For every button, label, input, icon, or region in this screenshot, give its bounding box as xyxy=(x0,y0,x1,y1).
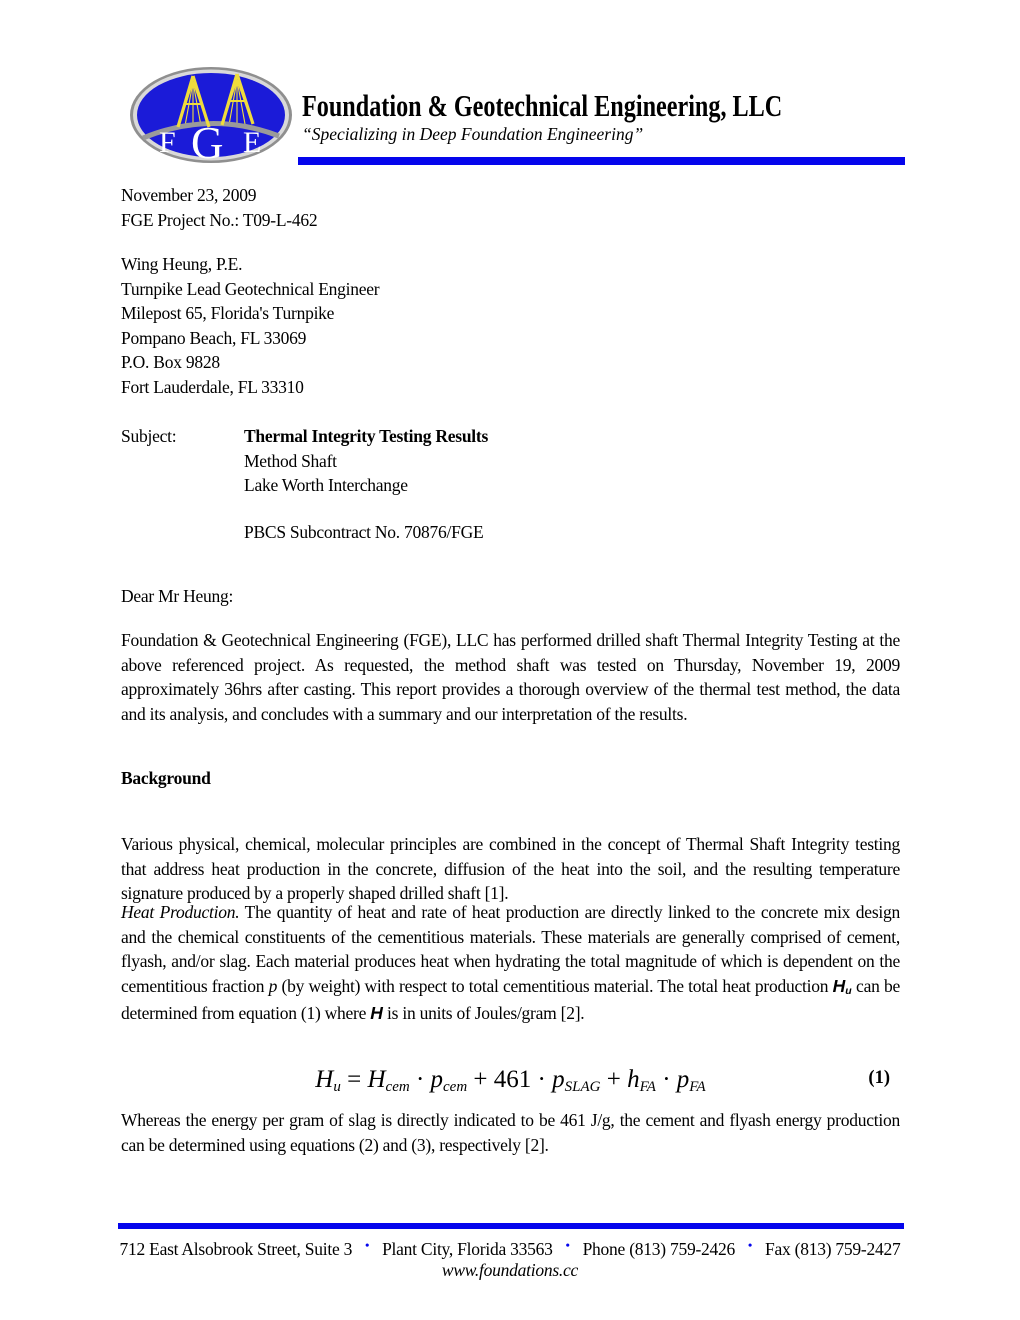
text-segment: · xyxy=(655,1066,677,1093)
list-item: Turnpike Lead Geotechnical Engineer xyxy=(121,278,380,299)
text-segment: H xyxy=(367,1066,386,1093)
text-segment: H xyxy=(370,1003,383,1023)
project-number: FGE Project No.: T09-L-462 xyxy=(121,209,318,230)
equation-1 xyxy=(121,1060,900,1103)
salutation: Dear Mr Heung: xyxy=(121,586,234,606)
list-item: Fort Lauderdale, FL 33310 xyxy=(121,376,304,397)
footer-rule xyxy=(118,1223,904,1229)
date-block xyxy=(121,183,317,232)
bullet-separator: • xyxy=(565,1238,570,1252)
text-segment: H xyxy=(832,975,846,996)
list-item: Plant City, Florida 33563 xyxy=(382,1239,553,1259)
subject-block xyxy=(121,424,488,498)
list-item: P.O. Box 9828 xyxy=(121,352,220,372)
text-segment: h xyxy=(627,1066,640,1093)
logo-letter-e: E xyxy=(243,126,262,159)
equation-number: (1) xyxy=(868,1068,890,1088)
recipient-address xyxy=(121,252,379,399)
heat-production-paragraph xyxy=(121,900,900,1026)
text-segment: cem xyxy=(385,1079,410,1096)
list-item: Fax (813) 759-2427 xyxy=(765,1239,901,1259)
text-segment: FA xyxy=(689,1079,706,1096)
list-item: Method Shaft xyxy=(244,450,337,471)
subcontract-number: PBCS Subcontract No. 70876/FGE xyxy=(244,522,484,542)
intro-paragraph: Foundation & Geotechnical Engineering (FGE), LLC has performed drilled shaft Thermal Integrity Testing at the above referenced project. As requested, the method shaft was tested on Thursday, November 19, 2009 approximately 36hrs after casting. This report provides a thorough overview of the thermal test method, the data and its analysis, and concludes with a summary and our interpretation of the results. xyxy=(121,630,900,724)
logo-letter-g: G xyxy=(191,118,224,164)
text-segment: p xyxy=(676,1066,690,1093)
list-item: Pompano Beach, FL 33069 xyxy=(121,327,307,348)
background-heading: Background xyxy=(121,768,211,788)
list-item: 712 East Alsobrook Street, Suite 3 xyxy=(119,1239,353,1259)
list-item: Thermal Integrity Testing Results xyxy=(244,426,489,446)
footer-website: www.foundations.cc xyxy=(441,1260,579,1280)
background-paragraph: Various physical, chemical, molecular principles are combined in the concept of Thermal Shaft Integrity testing that address heat production in the concrete, diffusion of the heat into the soil, and the resulting temperature signature produced by a properly shaped drilled shaft [1]. xyxy=(121,834,900,903)
subject-content xyxy=(244,424,488,498)
company-name: Foundation & Geotechnical Engineering, LLC xyxy=(302,88,783,123)
list-item: Wing Heung, P.E. xyxy=(121,254,243,274)
letter-date: November 23, 2009 xyxy=(121,185,257,205)
fge-logo xyxy=(129,66,293,164)
text-segment: (by weight) with respect to total cementitious material. The total heat production xyxy=(277,975,833,996)
company-tagline: “Specializing in Deep Foundation Engineering” xyxy=(302,124,644,144)
text-segment: p xyxy=(430,1066,444,1093)
list-item: Lake Worth Interchange xyxy=(244,475,408,495)
text-segment: p xyxy=(268,975,278,996)
text-segment: H xyxy=(315,1066,334,1093)
text-segment: The quantity of heat and rate of heat production are directly linked to the concrete mix design and the chemical constituents of the cementitious materials. These materials are generally comprised of cement, flyash, and/or slag. Each material produces heat when hydrating the total magnitude of which is dependent on the cementitious fraction xyxy=(121,902,900,996)
text-segment: can be determined from equation (1) where xyxy=(121,975,900,1023)
text-segment: + 461 · xyxy=(467,1066,553,1093)
text-segment: Heat Production. xyxy=(121,902,240,922)
text-segment: SLAG xyxy=(564,1079,601,1096)
list-item: Milepost 65, Florida's Turnpike xyxy=(121,303,335,323)
text-segment: u xyxy=(845,985,852,998)
text-segment: FA xyxy=(639,1079,656,1096)
whereas-paragraph: Whereas the energy per gram of slag is directly indicated to be 461 J/g, the cement and flyash energy production can be determined using equations (2) and (3), respectively [2]. xyxy=(121,1110,900,1155)
text-segment: cem xyxy=(443,1079,468,1096)
text-segment: = xyxy=(340,1066,368,1093)
equation-row xyxy=(121,1060,900,1104)
list-item: Phone (813) 759-2426 xyxy=(582,1239,736,1259)
text-segment: u xyxy=(333,1079,341,1096)
text-segment: is in units of Joules/gram [2]. xyxy=(382,1003,585,1023)
bullet-separator: • xyxy=(365,1238,370,1252)
bullet-separator: • xyxy=(748,1238,752,1252)
text-segment: · xyxy=(409,1066,431,1093)
text-segment: p xyxy=(552,1066,565,1093)
text-segment: + xyxy=(600,1066,628,1093)
header-rule xyxy=(298,157,905,165)
logo-letter-f: F xyxy=(159,126,176,159)
subject-label: Subject: xyxy=(121,426,177,446)
